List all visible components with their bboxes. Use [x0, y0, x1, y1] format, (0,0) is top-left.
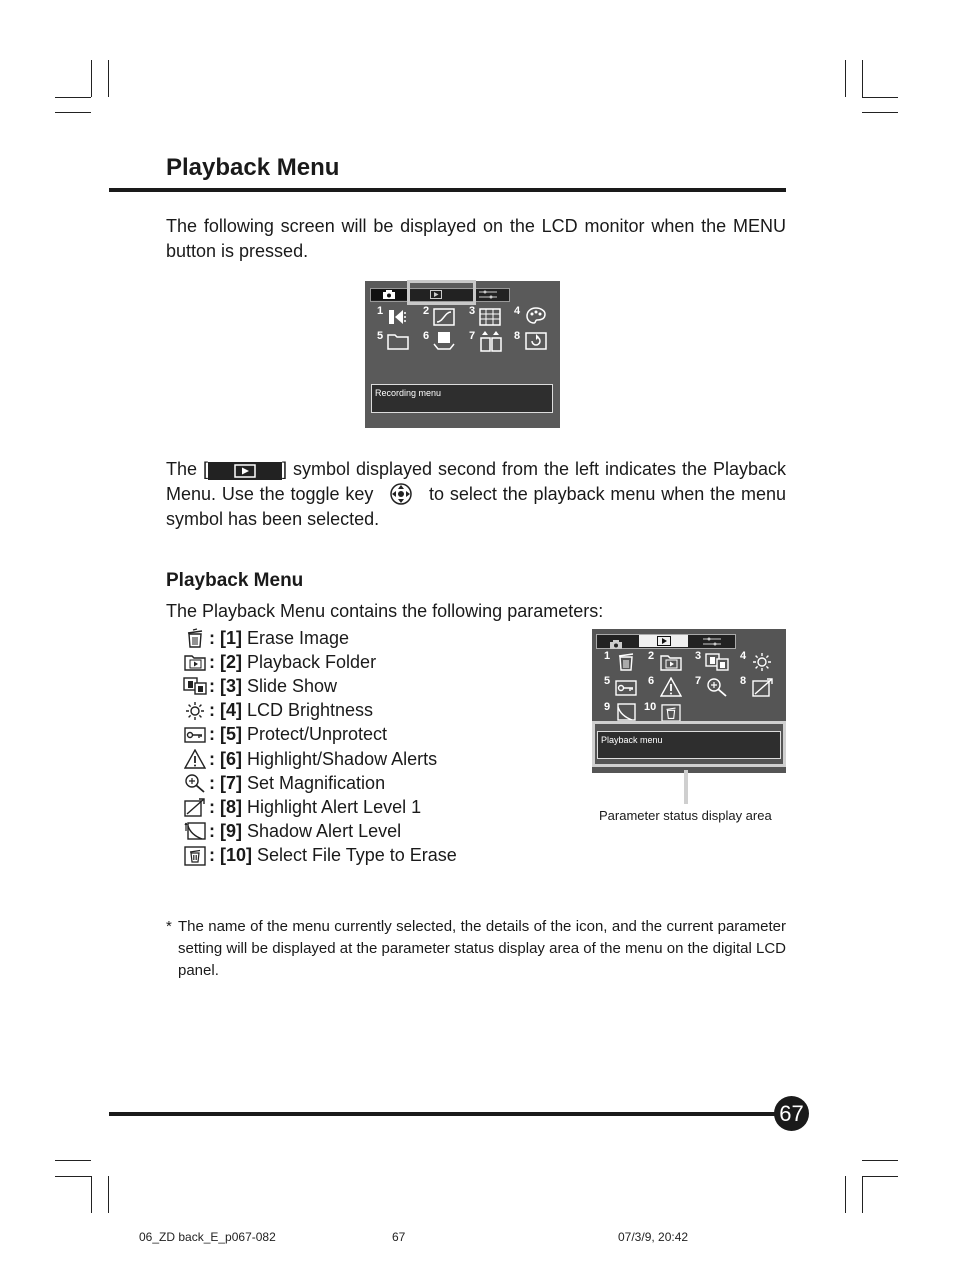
grid-icon — [479, 308, 501, 326]
lcd-number: 4 — [740, 650, 747, 662]
symbol-text-after: ] symbol displayed second from the left indicates the Playback Menu. Use the toggle key — [166, 459, 786, 504]
lcd-number: 5 — [604, 675, 611, 687]
playback-status-area — [597, 731, 781, 759]
param-label: Highlight/Shadow Alerts — [247, 748, 438, 769]
footnote-text: The name of the menu currently selected, the details of the icon, and the current parameter setting will be displayed at the parameter status display area of the menu on the digital LCD panel. — [178, 918, 786, 979]
selection-highlight — [407, 280, 476, 305]
lcd-number: 1 — [377, 305, 384, 317]
list-item — [183, 626, 457, 650]
param-number: : [8] — [209, 796, 242, 817]
file-type-erase-icon — [183, 845, 207, 867]
reset-icon — [525, 332, 547, 350]
camera-tab-icon — [371, 289, 407, 300]
recording-status-text: Recording menu — [375, 388, 442, 398]
param-number: : [10] — [209, 845, 253, 866]
card-icon — [433, 331, 455, 351]
param-label: Protect/Unprotect — [247, 724, 388, 745]
param-label: Shadow Alert Level — [247, 821, 402, 842]
list-item — [183, 747, 457, 771]
tone-curve-icon — [433, 308, 455, 326]
playback-symbol-icon — [208, 462, 282, 480]
trash-icon — [183, 627, 207, 649]
param-number: : [5] — [209, 724, 242, 745]
param-label: Playback Folder — [247, 651, 377, 672]
brightness-icon — [752, 652, 772, 672]
image-quality-icon — [387, 307, 409, 327]
magnifier-icon — [706, 677, 728, 697]
camera-tab-icon — [609, 636, 631, 646]
slideshow-icon — [183, 675, 207, 697]
lcd-number: 10 — [644, 701, 657, 713]
param-number: : [3] — [209, 675, 242, 696]
param-label: Set Magnification — [247, 772, 386, 793]
highlight-level-icon — [752, 677, 774, 697]
magnifier-icon — [183, 772, 207, 794]
param-label: LCD Brightness — [247, 700, 374, 721]
param-label: Erase Image — [247, 627, 350, 648]
param-number: : [1] — [209, 627, 242, 648]
parameter-list — [183, 626, 457, 868]
param-number: : [9] — [209, 821, 242, 842]
lcd-number: 8 — [514, 330, 521, 342]
footer-page: 67 — [392, 1230, 406, 1244]
file-type-erase-icon — [660, 704, 682, 722]
setup-tab-icon — [473, 288, 503, 300]
folder-play-icon — [660, 653, 682, 671]
lcd-number: 7 — [695, 675, 702, 687]
list-item — [183, 844, 457, 868]
list-item — [183, 650, 457, 674]
lcd-number: 4 — [514, 305, 521, 317]
warning-icon — [183, 748, 207, 770]
list-item — [183, 795, 457, 819]
slideshow-icon — [705, 653, 729, 671]
section-intro: The Playback Menu contains the following parameters: — [166, 601, 604, 621]
shadow-level-icon — [183, 821, 207, 843]
trash-icon — [616, 651, 636, 671]
lcd-recording-screen — [365, 281, 560, 428]
playback-tab-icon — [639, 635, 688, 647]
lcd-number: 5 — [377, 330, 384, 342]
symbol-text-before: The [ — [166, 459, 208, 479]
lcd-number: 7 — [469, 330, 476, 342]
list-item — [183, 674, 457, 698]
lcd-playback-screen — [592, 629, 786, 773]
symbol-paragraph — [166, 457, 786, 532]
brightness-icon — [183, 700, 207, 722]
lcd-number: 3 — [469, 305, 476, 317]
shadow-level-icon — [614, 703, 636, 723]
footer-filename: 06_ZD back_E_p067-082 — [139, 1230, 276, 1244]
setup-tab-icon — [697, 635, 727, 647]
page-number: 67 — [774, 1096, 809, 1131]
param-number: : [2] — [209, 651, 242, 672]
lcd-number: 6 — [648, 675, 655, 687]
lcd-number: 2 — [648, 650, 655, 662]
key-icon — [615, 680, 637, 696]
symbol-text-end: to select the playback menu when the menu symbol has been selected. — [166, 484, 786, 529]
lcd-number: 1 — [604, 650, 611, 662]
param-label: Select File Type to Erase — [257, 845, 457, 866]
warning-icon — [660, 677, 682, 697]
copy-icon — [479, 330, 503, 352]
callout-label: Parameter status display area — [599, 808, 772, 823]
list-item — [183, 820, 457, 844]
recording-status-area — [371, 384, 553, 413]
footnote-star: * — [166, 918, 172, 935]
footnote — [166, 916, 786, 982]
param-number: : [7] — [209, 772, 242, 793]
list-item — [183, 723, 457, 747]
lcd-number: 9 — [604, 701, 611, 713]
lcd-number: 3 — [695, 650, 702, 662]
playback-status-text: Playback menu — [601, 735, 663, 745]
page-title: Playback Menu — [166, 154, 340, 181]
lcd-number: 2 — [423, 305, 430, 317]
lcd-number: 6 — [423, 330, 430, 342]
highlight-level-icon — [183, 796, 207, 818]
callout-line — [684, 770, 688, 804]
folder-play-icon — [183, 651, 207, 673]
section-title: Playback Menu — [166, 570, 304, 591]
lcd-number: 8 — [740, 675, 747, 687]
list-item — [183, 771, 457, 795]
param-number: : [4] — [209, 700, 242, 721]
bottom-rule — [109, 1112, 777, 1116]
param-number: : [6] — [209, 748, 242, 769]
list-item — [183, 699, 457, 723]
palette-icon — [525, 306, 547, 326]
param-label: Highlight Alert Level 1 — [247, 796, 422, 817]
folder-icon — [387, 332, 409, 350]
title-rule — [109, 188, 786, 192]
param-label: Slide Show — [247, 675, 338, 696]
key-icon — [183, 724, 207, 746]
intro-paragraph: The following screen will be displayed on the LCD monitor when the MENU button is pressed. — [166, 216, 786, 261]
footer-timestamp: 07/3/9, 20:42 — [618, 1230, 689, 1244]
toggle-key-icon — [389, 482, 413, 506]
